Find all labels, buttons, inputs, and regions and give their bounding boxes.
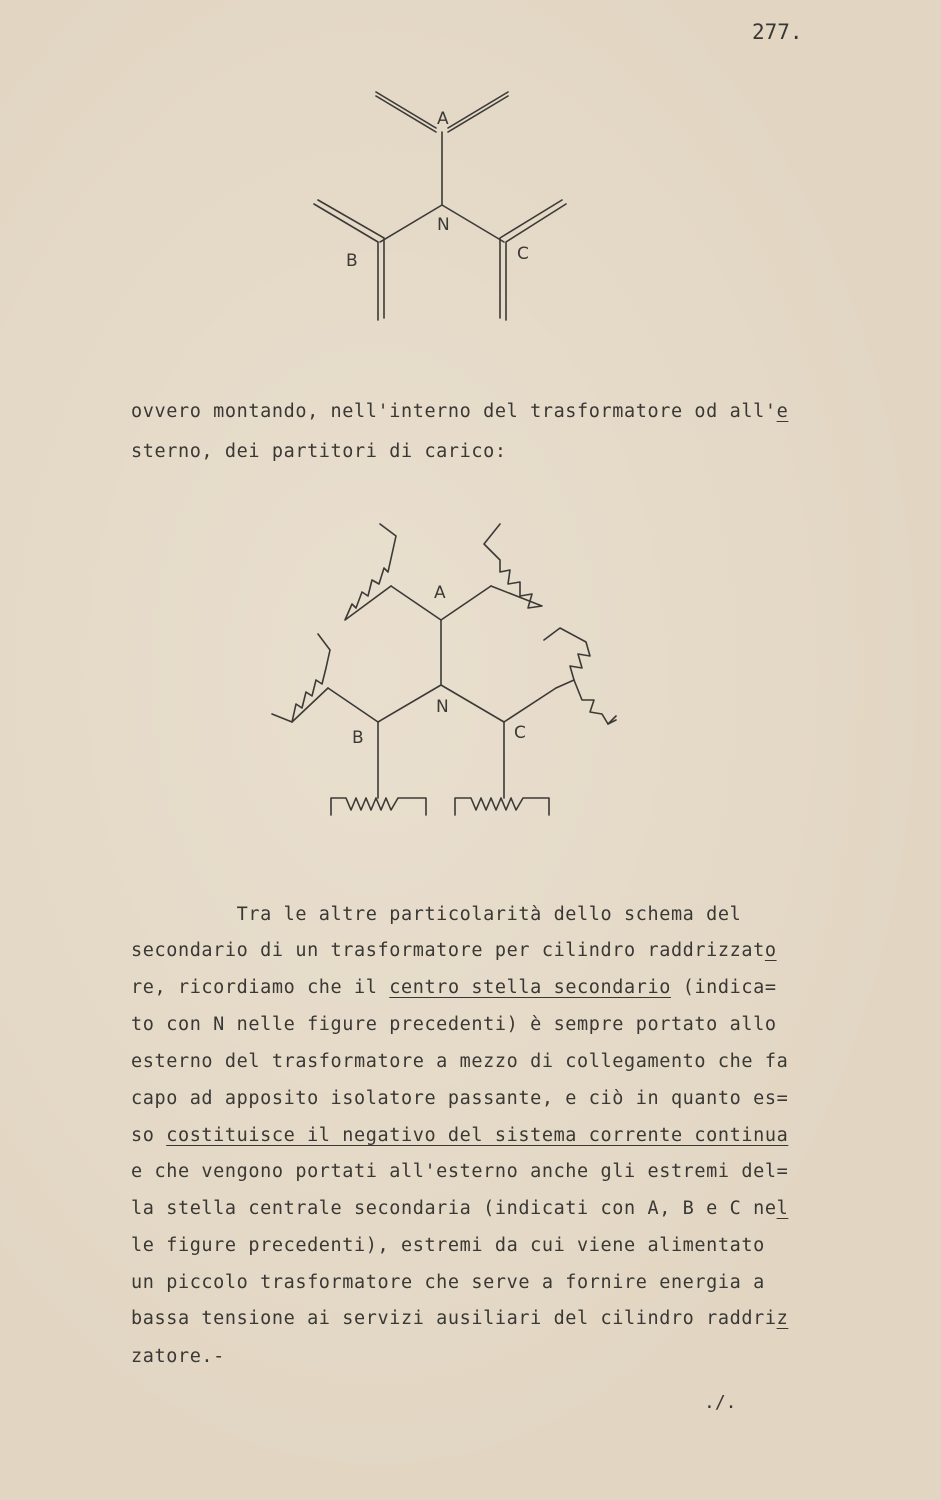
intro-line-1: ovvero montando, nell'interno del trasformatore od all'e: [131, 401, 789, 422]
star-diagram-double-lines: [0, 80, 941, 330]
branch-n-b: [380, 205, 442, 242]
label-a: A: [437, 109, 449, 129]
resistor-right: [544, 628, 590, 688]
label-b: B: [346, 251, 358, 271]
page-number: 277.: [752, 20, 803, 44]
paragraph-line-1: Tra le altre particolarità dello schema del: [131, 904, 742, 925]
resistor-right-lower: [574, 680, 616, 724]
paragraph-line-8: e che vengono portati all'esterno anche gli estremi del=: [131, 1161, 789, 1182]
paragraph-line-3: re, ricordiamo che il centro stella secondario (indica=: [131, 977, 777, 998]
resistor-bottom-right: [455, 798, 549, 815]
branch-n-b: [378, 685, 441, 722]
label-n: N: [436, 697, 449, 717]
continuation-mark: ./.: [704, 1392, 737, 1413]
underlined-centro-stella: centro stella secondario: [389, 977, 671, 998]
resistor-left: [292, 634, 330, 722]
paragraph-line-6: capo ad apposito isolatore passante, e ciò in quanto es=: [131, 1088, 789, 1109]
label-b: B: [352, 728, 364, 748]
label-a: A: [434, 583, 446, 603]
branch-c-right: [504, 688, 556, 722]
paragraph-line-10: le figure precedenti), estremi da cui viene alimentato: [131, 1235, 765, 1256]
intro-line-2: sterno, dei partitori di carico:: [131, 441, 507, 462]
wire-left-end: [272, 714, 292, 722]
resistor-upper-left: [345, 524, 396, 620]
paragraph-line-4: to con N nelle figure precedenti) è sempre portato allo: [131, 1014, 777, 1035]
paragraph-line-12: bassa tensione ai servizi ausiliari del cilindro raddriz: [131, 1308, 789, 1329]
resistor-upper-right: [484, 524, 542, 608]
arm-c-double: [500, 200, 566, 320]
label-n: N: [437, 215, 450, 235]
paragraph-line-13: zatore.-: [131, 1346, 225, 1367]
arm-a-left-double: [376, 92, 436, 132]
branch-n-c: [441, 685, 504, 722]
star-diagram-load-dividers: [0, 510, 941, 830]
paragraph-line-9: la stella centrale secondaria (indicati con A, B e C nel: [131, 1198, 789, 1219]
branch-b-left: [328, 688, 378, 722]
paragraph-line-5: esterno del trasformatore a mezzo di collegamento che fa: [131, 1051, 789, 1072]
label-c: C: [517, 244, 529, 264]
resistor-bottom-left: [331, 798, 426, 815]
label-c: C: [514, 723, 526, 743]
paragraph-line-2: secondario di un trasformatore per cilindro raddrizzato: [131, 940, 777, 961]
branch-n-c: [442, 205, 504, 242]
paragraph-line-11: un piccolo trasformatore che serve a fornire energia a: [131, 1272, 765, 1293]
underlined-negativo: costituisce il negativo del sistema corrente continua: [166, 1125, 789, 1146]
paragraph-line-7: so costituisce il negativo del sistema corrente continua: [131, 1125, 789, 1146]
arm-a-right-double: [448, 92, 508, 132]
branch-a-right: [441, 586, 491, 620]
